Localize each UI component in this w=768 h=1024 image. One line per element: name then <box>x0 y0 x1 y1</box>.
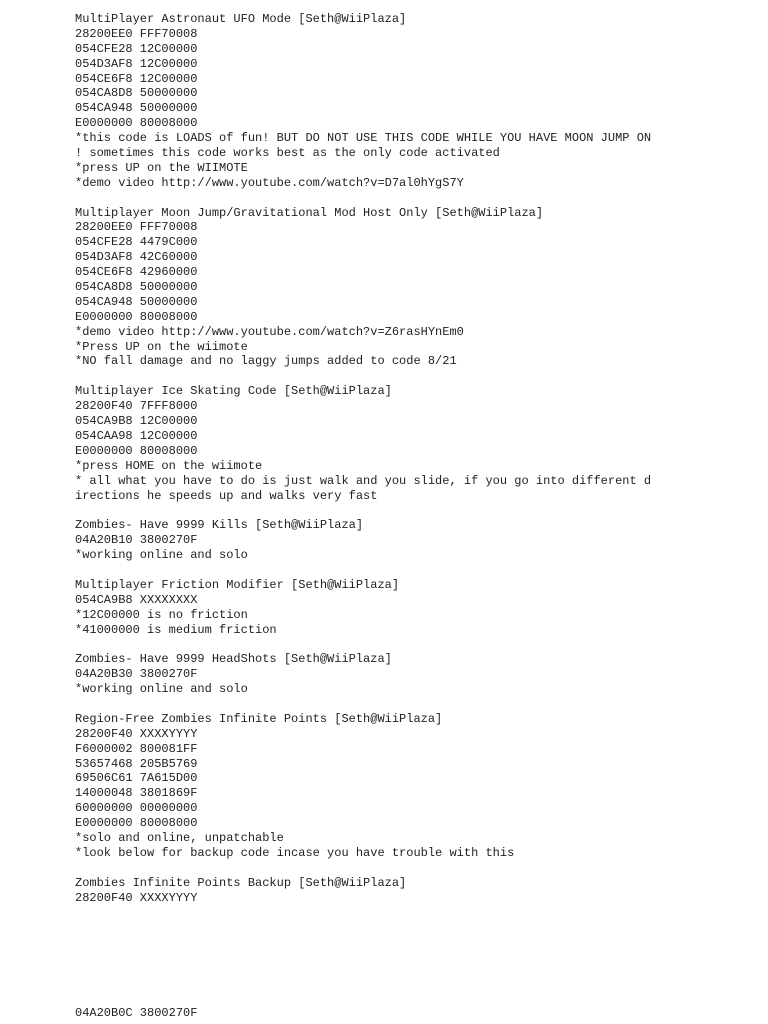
code-line: *41000000 is medium friction <box>75 622 277 637</box>
code-section <box>75 206 755 370</box>
code-line: *NO fall damage and no laggy jumps added to code 8/21 <box>75 354 457 369</box>
section-title: MultiPlayer Astronaut UFO Mode [Seth@WiiPlaza] <box>75 12 407 26</box>
code-line: E0000000 80008000 <box>75 116 198 131</box>
code-section <box>75 876 755 906</box>
code-line: F6000002 800081FF <box>75 741 198 756</box>
section-title: Zombies- Have 9999 HeadShots [Seth@WiiPlaza] <box>75 652 392 667</box>
code-line: * all what you have to do is just walk and you slide, if you go into different d <box>75 473 652 488</box>
code-line: 28200F40 XXXXYYYY <box>75 726 198 741</box>
code-section <box>75 578 755 638</box>
spacer <box>75 563 755 578</box>
code-line: E0000000 80008000 <box>75 816 198 831</box>
code-line: 14000048 3801869F <box>75 786 198 801</box>
code-line: 28200EE0 FFF70008 <box>75 220 198 235</box>
footer-code-line: 04A20B0C 3800270F <box>75 1006 198 1020</box>
code-line: *working online and solo <box>75 548 248 563</box>
code-line: 054CE6F8 12C00000 <box>75 71 198 86</box>
code-line: *look below for backup code incase you have trouble with this <box>75 845 515 860</box>
code-section <box>75 518 755 563</box>
code-line: *demo video http://www.youtube.com/watch?v=D7al0hYgS7Y <box>75 175 464 190</box>
section-title: Region-Free Zombies Infinite Points [Seth@WiiPlaza] <box>75 711 443 726</box>
code-line: 054CA948 50000000 <box>75 294 198 309</box>
code-line: 28200F40 XXXXYYYY <box>75 890 198 905</box>
code-line: E0000000 80008000 <box>75 443 198 458</box>
spacer <box>75 697 755 712</box>
section-title: Multiplayer Ice Skating Code [Seth@WiiPlaza] <box>75 384 392 399</box>
section-title: Multiplayer Moon Jump/Gravitational Mod Host Only [Seth@WiiPlaza] <box>75 205 544 220</box>
code-section <box>75 12 755 191</box>
code-line: 53657468 205B5769 <box>75 756 198 771</box>
code-line: 04A20B30 3800270F <box>75 667 198 682</box>
code-line: 054CA948 50000000 <box>75 101 198 116</box>
code-line: 054CA8D8 50000000 <box>75 86 198 101</box>
code-line: 054D3AF8 12C00000 <box>75 56 198 71</box>
code-document <box>75 12 755 905</box>
code-line: *demo video http://www.youtube.com/watch?v=Z6rasHYnEm0 <box>75 324 464 339</box>
spacer <box>75 861 755 876</box>
section-title: Zombies- Have 9999 Kills [Seth@WiiPlaza] <box>75 518 364 533</box>
code-line: *press HOME on the wiimote <box>75 458 263 473</box>
spacer <box>75 637 755 652</box>
code-line: irections he speeds up and walks very fast <box>75 488 378 503</box>
code-line: *press UP on the WIIMOTE <box>75 160 248 175</box>
code-line: 054CA9B8 XXXXXXXX <box>75 592 198 607</box>
code-line: 054CA8D8 50000000 <box>75 280 198 295</box>
code-line: *this code is LOADS of fun! BUT DO NOT USE THIS CODE WHILE YOU HAVE MOON JUMP ON <box>75 131 652 146</box>
code-line: 054CAA98 12C00000 <box>75 428 198 443</box>
code-line: ! sometimes this code works best as the only code activated <box>75 146 500 161</box>
code-line: *solo and online, unpatchable <box>75 830 284 845</box>
code-line: *Press UP on the wiimote <box>75 339 248 354</box>
code-line: 69506C61 7A615D00 <box>75 771 198 786</box>
code-section <box>75 712 755 861</box>
code-line: E0000000 80008000 <box>75 309 198 324</box>
code-line: 054CE6F8 42960000 <box>75 265 198 280</box>
code-line: *working online and solo <box>75 682 248 697</box>
section-title: Zombies Infinite Points Backup [Seth@WiiPlaza] <box>75 875 407 890</box>
code-line: 28200EE0 FFF70008 <box>75 26 198 41</box>
code-line: 28200F40 7FFF8000 <box>75 399 198 414</box>
code-line: 04A20B10 3800270F <box>75 533 198 548</box>
code-line: 054D3AF8 42C60000 <box>75 250 198 265</box>
spacer <box>75 503 755 518</box>
code-section <box>75 384 755 503</box>
code-line: *12C00000 is no friction <box>75 607 248 622</box>
spacer <box>75 369 755 384</box>
code-section <box>75 652 755 697</box>
spacer <box>75 191 755 206</box>
section-title: Multiplayer Friction Modifier [Seth@WiiPlaza] <box>75 577 400 592</box>
code-line: 60000000 00000000 <box>75 801 198 816</box>
code-line: 054CFE28 4479C000 <box>75 235 198 250</box>
code-line: 054CA9B8 12C00000 <box>75 414 198 429</box>
code-line: 054CFE28 12C00000 <box>75 41 198 56</box>
